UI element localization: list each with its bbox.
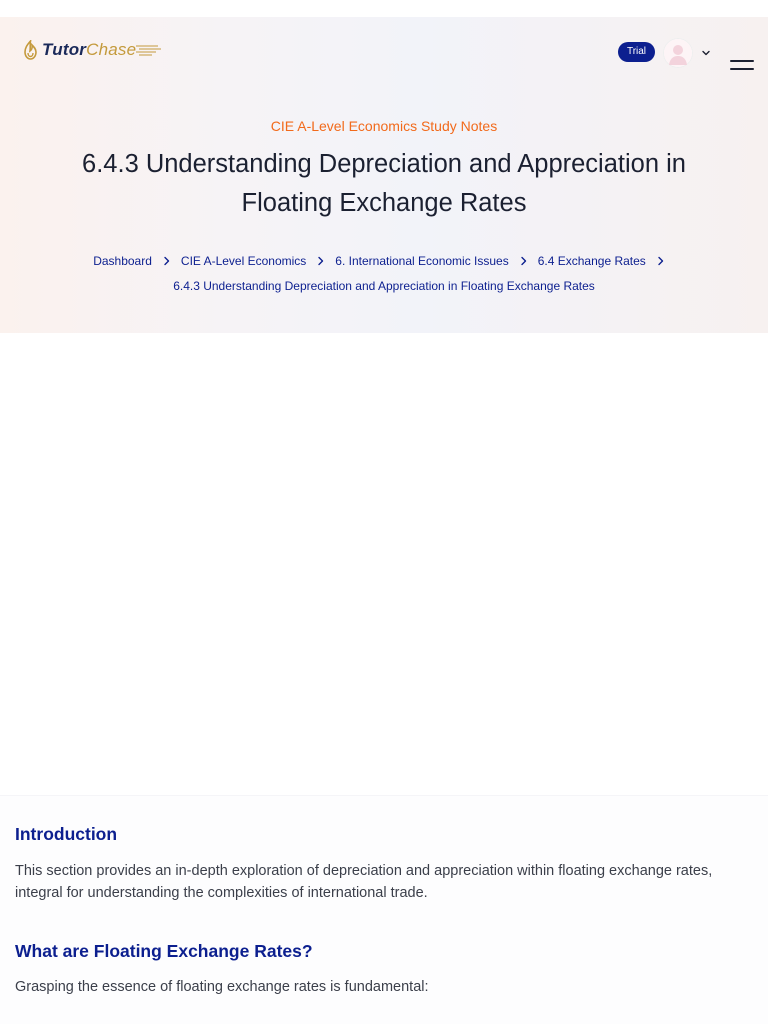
avatar-silhouette-icon xyxy=(663,38,693,68)
breadcrumb-course[interactable]: CIE A-Level Economics xyxy=(180,254,307,268)
chevron-down-icon[interactable] xyxy=(700,47,712,59)
breadcrumb-topic[interactable]: 6.4 Exchange Rates xyxy=(537,254,646,268)
breadcrumb-unit[interactable]: 6. International Economic Issues xyxy=(335,254,509,268)
top-navbar xyxy=(0,17,768,85)
intro-paragraph: This section provides an in-depth exploration of depreciation and appreciation within floating exchange rates, integral for understanding the complexities of international trade. xyxy=(15,863,713,901)
logo-speed-lines-icon xyxy=(136,44,162,56)
article-content xyxy=(0,795,768,1024)
page-title: 6.4.3 Understanding Depreciation and Appreciation in Floating Exchange Rates xyxy=(82,150,686,217)
logo-flame-icon xyxy=(22,40,39,60)
chevron-right-icon xyxy=(656,256,666,266)
breadcrumb xyxy=(40,249,728,299)
course-subtitle[interactable]: CIE A-Level Economics Study Notes xyxy=(270,118,498,134)
chevron-right-icon xyxy=(162,256,172,266)
intro-heading: Introduction xyxy=(15,824,118,844)
hamburger-menu-icon[interactable] xyxy=(730,59,754,73)
breadcrumb-current: 6.4.3 Understanding Depreciation and Appreciation in Floating Exchange Rates xyxy=(173,279,595,293)
hero-banner xyxy=(0,17,768,333)
logo-text-tutor: Tutor xyxy=(42,40,87,59)
chevron-right-icon xyxy=(316,256,326,266)
trial-badge[interactable]: Trial xyxy=(618,42,655,62)
user-avatar-icon[interactable] xyxy=(663,38,693,68)
breadcrumb-dashboard[interactable]: Dashboard xyxy=(93,254,152,268)
logo-text-chase: Chase xyxy=(86,40,137,59)
tutorchase-logo[interactable] xyxy=(22,39,162,61)
chevron-right-icon xyxy=(519,256,529,266)
top-strip xyxy=(0,0,768,17)
section-paragraph-floating-rates: Grasping the essence of floating exchange rates is fundamental: xyxy=(15,979,429,995)
section-heading-floating-rates: What are Floating Exchange Rates? xyxy=(15,941,313,961)
